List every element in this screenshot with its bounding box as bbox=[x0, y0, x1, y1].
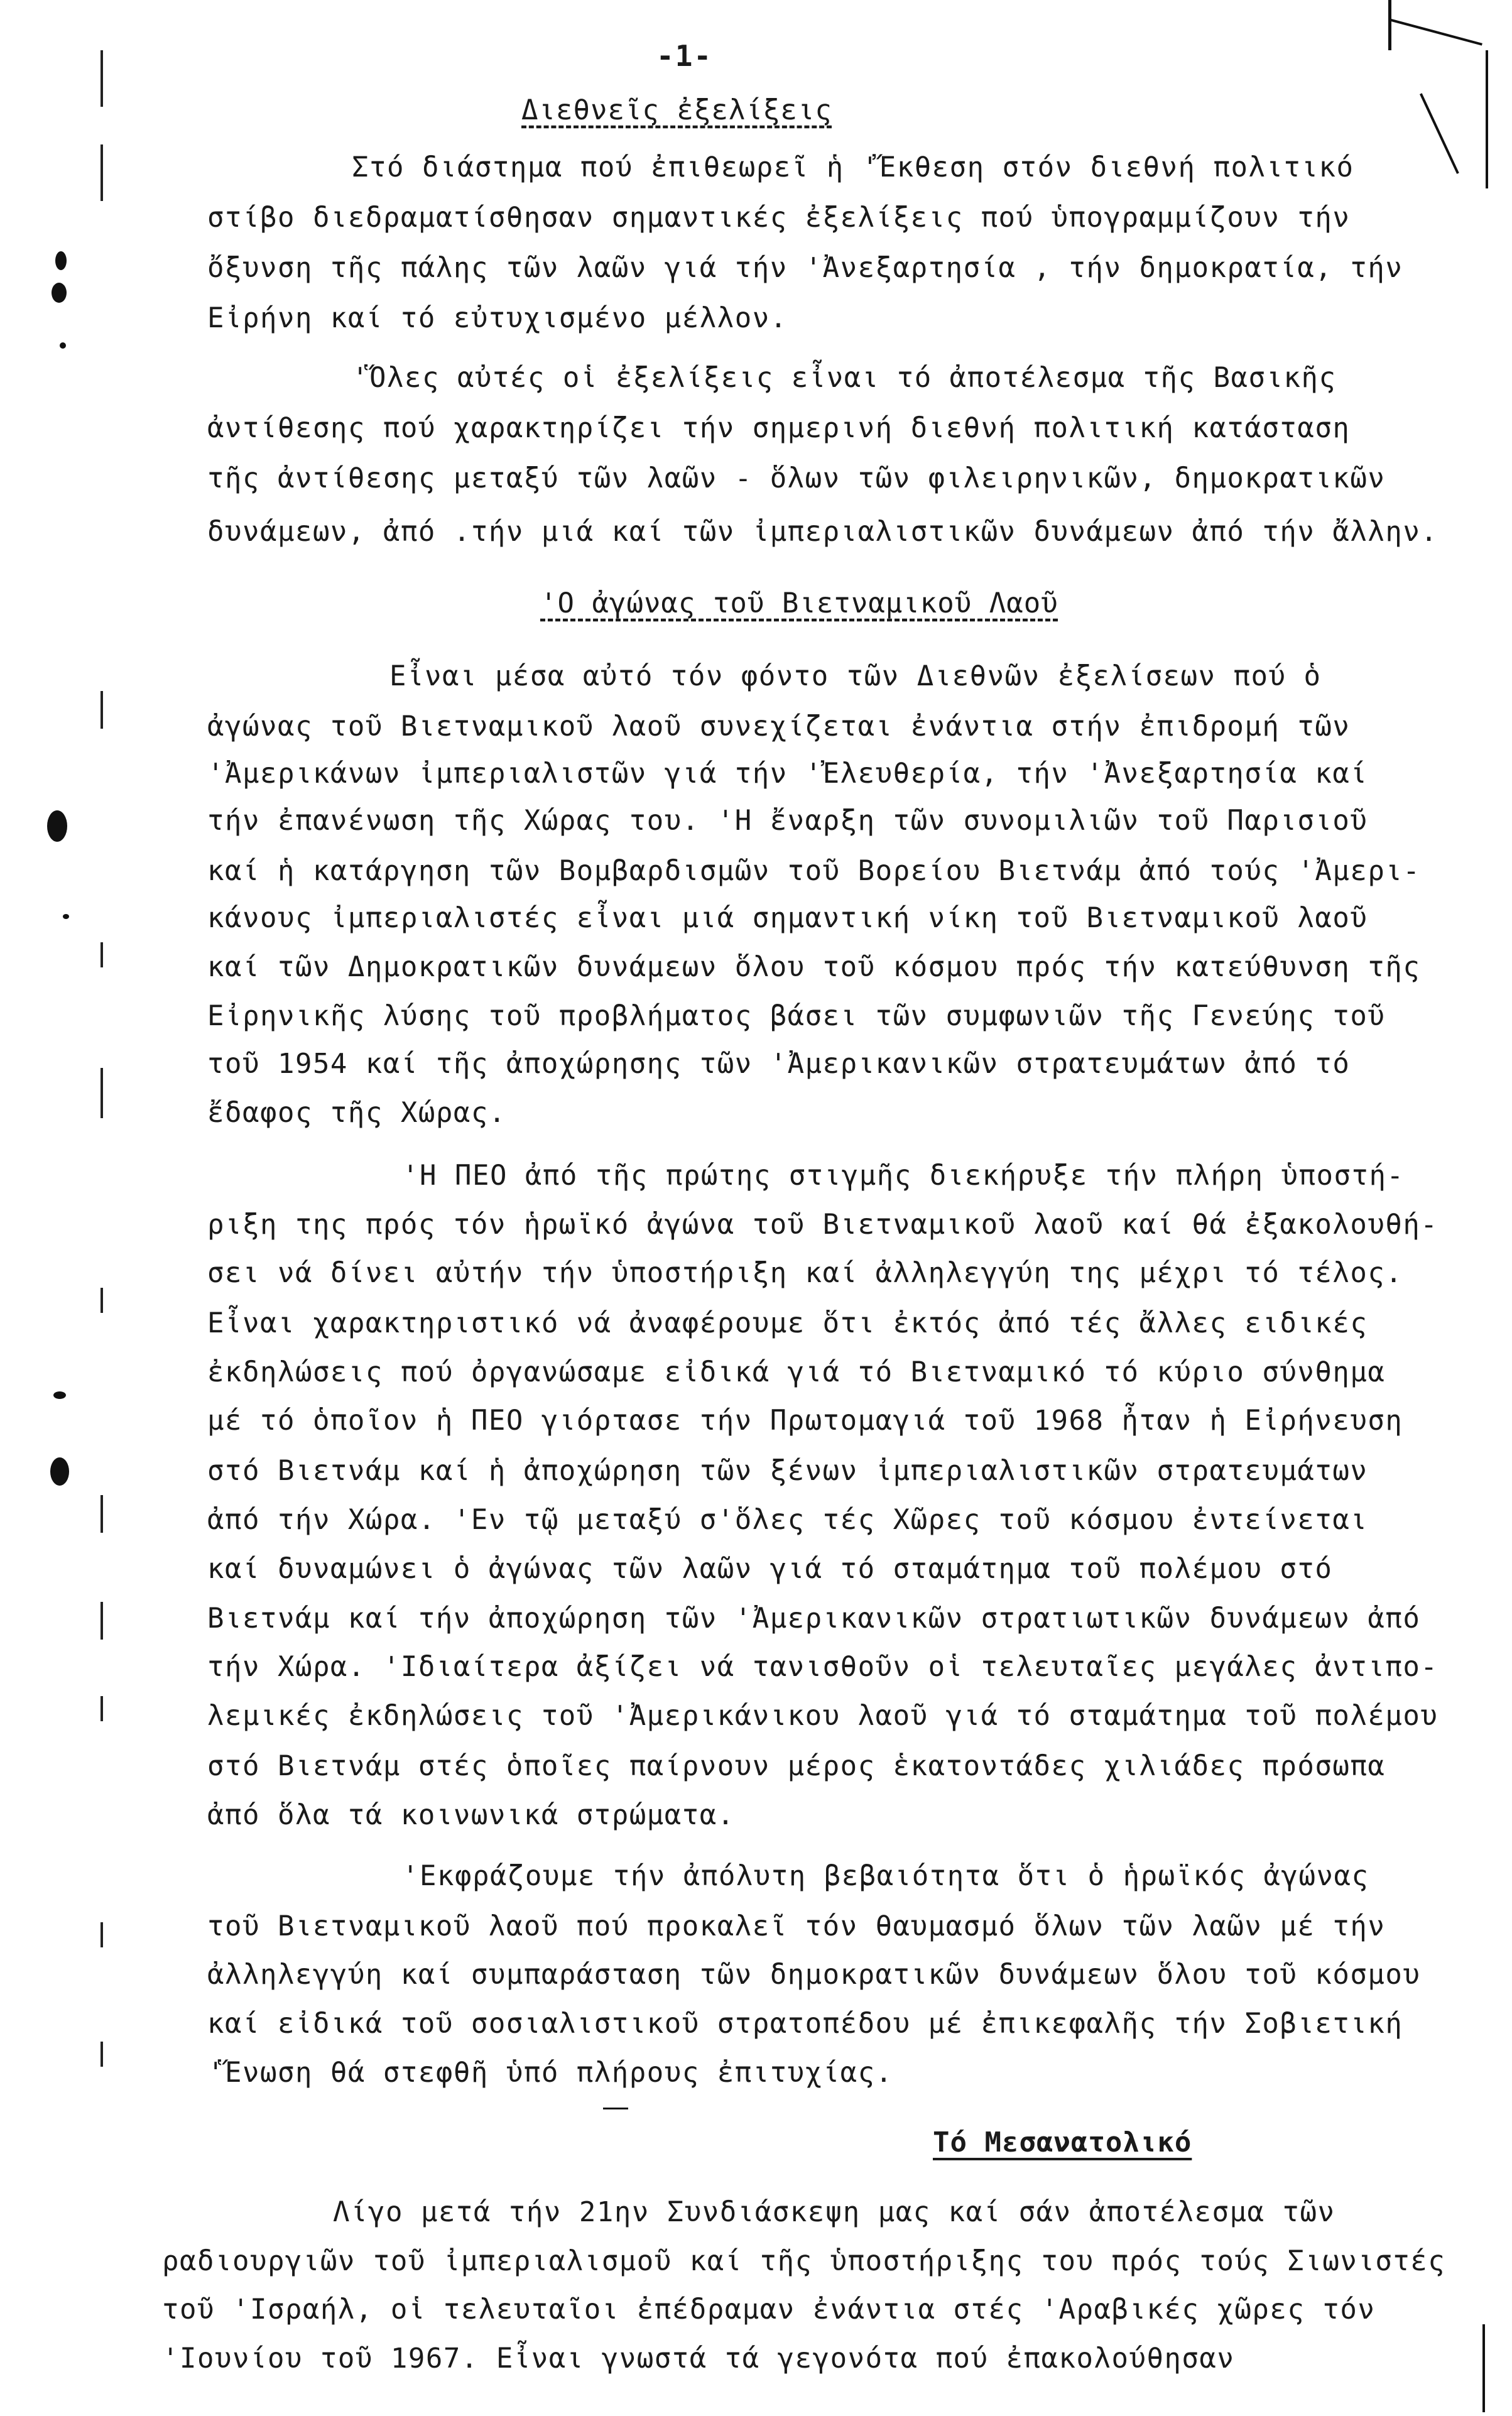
scan-blob bbox=[50, 1457, 69, 1486]
text-line: Βιετνάμ καί τήν ἀποχώρηση τῶν 'Ἀμερικανικῶν στρατιωτικῶν δυνάμεων ἀπό bbox=[207, 1603, 1421, 1635]
page-edge-stroke bbox=[1420, 93, 1459, 174]
text-line: ἀλληλεγγύη καί συμπαράσταση τῶν δημοκρατικῶν δυνάμεων ὅλου τοῦ κόσμου bbox=[207, 1959, 1421, 1991]
text-line: Εἶναι μέσα αὐτό τόν φόντο τῶν Διεθνῶν ἐξελίσεων πού ὁ bbox=[389, 660, 1322, 692]
text-line: τήν Χώρα. 'Ιδιαίτερα ἀξίζει νά τανισθοῦν οἱ τελευταῖες μεγάλες ἀντιπο- bbox=[207, 1651, 1439, 1683]
section-heading-international: Διεθνεῖς ἐξελίξεις bbox=[521, 94, 832, 126]
text-line: καί εἰδικά τοῦ σοσιαλιστικοῦ στρατοπέδου μέ ἐπικεφαλῆς τήν Σοβιετική bbox=[207, 2008, 1403, 2040]
left-margin-mark bbox=[101, 144, 103, 201]
scan-blob bbox=[60, 342, 66, 349]
text-line: στό Βιετνάμ στές ὁποῖες παίρνουν μέρος ἑκατοντάδες χιλιάδες πρόσωπα bbox=[207, 1750, 1386, 1782]
left-margin-mark bbox=[101, 942, 103, 967]
text-line: 'Ἕνωση θά στεφθῆ ὑπό πλήρους ἐπιτυχίας. bbox=[207, 2057, 893, 2089]
text-line: Εἶναι χαρακτηριστικό νά ἀναφέρουμε ὅτι ἐκτός ἀπό τές ἄλλες ειδικές bbox=[207, 1307, 1368, 1339]
text-line: ραδιουργιῶν τοῦ ἰμπεριαλισμοῦ καί τῆς ὑποστήριξης του πρός τούς Σιωνιστές bbox=[162, 2245, 1446, 2277]
left-margin-mark bbox=[101, 1922, 103, 1947]
text-line: Στό διάστημα πού ἐπιθεωρεῖ ἡ 'Ἔκθεση στόν διεθνή πολιτικό bbox=[352, 151, 1354, 183]
scan-blob bbox=[55, 251, 67, 270]
text-line: 'Ἀμερικάνων ἰμπεριαλιστῶν γιά τήν 'Ἐλευθερία, τήν 'Ἀνεξαρτησία καί bbox=[207, 758, 1368, 790]
text-line: καί ἡ κατάργηση τῶν Βομβαρδισμῶν τοῦ Βορείου Βιετνάμ ἀπό τούς 'Ἀμερι- bbox=[207, 855, 1421, 887]
text-line: στίβο διεδραματίσθησαν σημαντικές ἐξελίξεις πού ὑπογραμμίζουν τήν bbox=[207, 202, 1351, 234]
page-edge-stroke bbox=[1486, 50, 1488, 188]
text-line: ἔδαφος τῆς Χώρας. bbox=[207, 1097, 506, 1129]
text-line: τήν ἐπανένωση τῆς Χώρας του. 'Η ἔναρξη τῶν συνομιλιῶν τοῦ Παρισιοῦ bbox=[207, 805, 1368, 837]
text-line: Εἰρήνη καί τό εὐτυχισμένο μέλλον. bbox=[207, 302, 788, 334]
text-line: ἀπό ὅλα τά κοινωνικά στρώματα. bbox=[207, 1799, 735, 1831]
text-line: τοῦ Βιετναμικοῦ λαοῦ πού προκαλεῖ τόν θαυμασμό ὅλων τῶν λαῶν μέ τήν bbox=[207, 1910, 1386, 1942]
text-line: ἐκδηλώσεις πού ὀργανώσαμε εἰδικά γιά τό Βιετναμικό τό κύριο σύνθημα bbox=[207, 1356, 1386, 1388]
text-line: Εἰρηνικῆς λύσης τοῦ προβλήματος βάσει τῶν συμφωνιῶν τῆς Γενεύης τοῦ bbox=[207, 1000, 1386, 1032]
scan-blob bbox=[47, 810, 67, 842]
left-margin-mark bbox=[101, 691, 103, 729]
section-divider bbox=[603, 2108, 628, 2109]
left-margin-mark bbox=[101, 1495, 103, 1533]
text-line: 'Εκφράζουμε τήν ἀπόλυτη βεβαιότητα ὅτι ὁ ἡρωϊκός ἀγώνας bbox=[402, 1860, 1369, 1892]
left-margin-mark bbox=[101, 1288, 103, 1313]
page-edge-stroke bbox=[1482, 2324, 1485, 2412]
scan-blob bbox=[63, 914, 69, 919]
text-line: τῆς ἀντίθεσης μεταξύ τῶν λαῶν - ὅλων τῶν φιλειρηνικῶν, δημοκρατικῶν bbox=[207, 462, 1386, 494]
text-line: σει νά δίνει αὐτήν τήν ὑποστήριξη καί ἀλληλεγγύη της μέχρι τό τέλος. bbox=[207, 1257, 1403, 1289]
text-line: καί δυναμώνει ὁ ἀγώνας τῶν λαῶν γιά τό σταμάτημα τοῦ πολέμου στό bbox=[207, 1553, 1333, 1585]
page-number: -1- bbox=[656, 39, 713, 73]
page-edge-stroke bbox=[1391, 19, 1482, 46]
text-line: ἀπό τήν Χώρα. 'Εν τῷ μεταξύ σ'ὅλες τές Χῶρες τοῦ κόσμου ἐντείνεται bbox=[207, 1504, 1368, 1536]
text-line: 'Η ΠΕΟ ἀπό τῆς πρώτης στιγμῆς διεκήρυξε τήν πλήρη ὑποστή- bbox=[402, 1160, 1405, 1192]
left-margin-mark bbox=[101, 50, 103, 107]
left-margin-mark bbox=[101, 1068, 103, 1118]
section-heading-vietnam: 'Ο ἀγώνας τοῦ Βιετναμικοῦ Λαοῦ bbox=[540, 587, 1058, 619]
text-line: ὄξυνση τῆς πάλης τῶν λαῶν γιά τήν 'Ἀνεξαρτησία , τήν δημοκρατία, τήν bbox=[207, 252, 1403, 284]
section-heading-middle-east: Τό Μεσανατολικό bbox=[933, 2126, 1192, 2158]
text-line: τοῦ 'Ισραήλ, οἱ τελευταῖοι ἐπέδραμαν ἐνάντια στές 'Αραβικές χῶρες τόν bbox=[162, 2294, 1376, 2326]
text-line: τοῦ 1954 καί τῆς ἀποχώρησης τῶν 'Ἀμερικανικῶν στρατευμάτων ἀπό τό bbox=[207, 1048, 1351, 1080]
text-line: ἀντίθεσης πού χαρακτηρίζει τήν σημερινή διεθνή πολιτική κατάσταση bbox=[207, 412, 1351, 444]
text-line: 'Ὅλες αὐτές οἱ ἐξελίξεις εἶναι τό ἀποτέλεσμα τῆς Βασικῆς bbox=[352, 362, 1337, 394]
left-margin-mark bbox=[101, 1602, 103, 1640]
text-line: καί τῶν Δημοκρατικῶν δυνάμεων ὅλου τοῦ κόσμου πρός τήν κατεύθυνση τῆς bbox=[207, 951, 1421, 983]
scan-blob bbox=[53, 1391, 66, 1399]
text-line: 'Ιουνίου τοῦ 1967. Εἶναι γνωστά τά γεγονότα πού ἐπακολούθησαν bbox=[162, 2343, 1235, 2375]
text-line: δυνάμεων, ἀπό .τήν μιά καί τῶν ἰμπεριαλιστικῶν δυνάμεων ἀπό τήν ἄλλην. bbox=[207, 516, 1439, 548]
text-line: στό Βιετνάμ καί ἡ ἀποχώρηση τῶν ξένων ἰμπεριαλιστικῶν στρατευμάτων bbox=[207, 1455, 1368, 1487]
left-margin-mark bbox=[101, 2042, 103, 2067]
left-margin-mark bbox=[101, 1696, 103, 1721]
text-line: ἀγώνας τοῦ Βιετναμικοῦ λαοῦ συνεχίζεται ἐνάντια στήν ἐπιδρομή τῶν bbox=[207, 710, 1351, 743]
text-line: μέ τό ὁποῖον ἡ ΠΕΟ γιόρτασε τήν Πρωτομαγιά τοῦ 1968 ἦταν ἡ Εἰρήνευση bbox=[207, 1405, 1403, 1437]
scan-blob bbox=[52, 283, 67, 303]
text-line: Λίγο μετά τήν 21ην Συνδιάσκεψη μας καί σάν ἀποτέλεσμα τῶν bbox=[333, 2196, 1335, 2228]
text-line: ριξη της πρός τόν ἡρωϊκό ἀγώνα τοῦ Βιετναμικοῦ λαοῦ καί θά ἐξακολουθή- bbox=[207, 1209, 1439, 1241]
text-line: κάνους ἰμπεριαλιστές εἶναι μιά σημαντική νίκη τοῦ Βιετναμικοῦ λαοῦ bbox=[207, 902, 1368, 934]
text-line: λεμικές ἐκδηλώσεις τοῦ 'Ἀμερικάνικου λαοῦ γιά τό σταμάτημα τοῦ πολέμου bbox=[207, 1700, 1439, 1732]
page-edge-stroke bbox=[1388, 0, 1391, 50]
